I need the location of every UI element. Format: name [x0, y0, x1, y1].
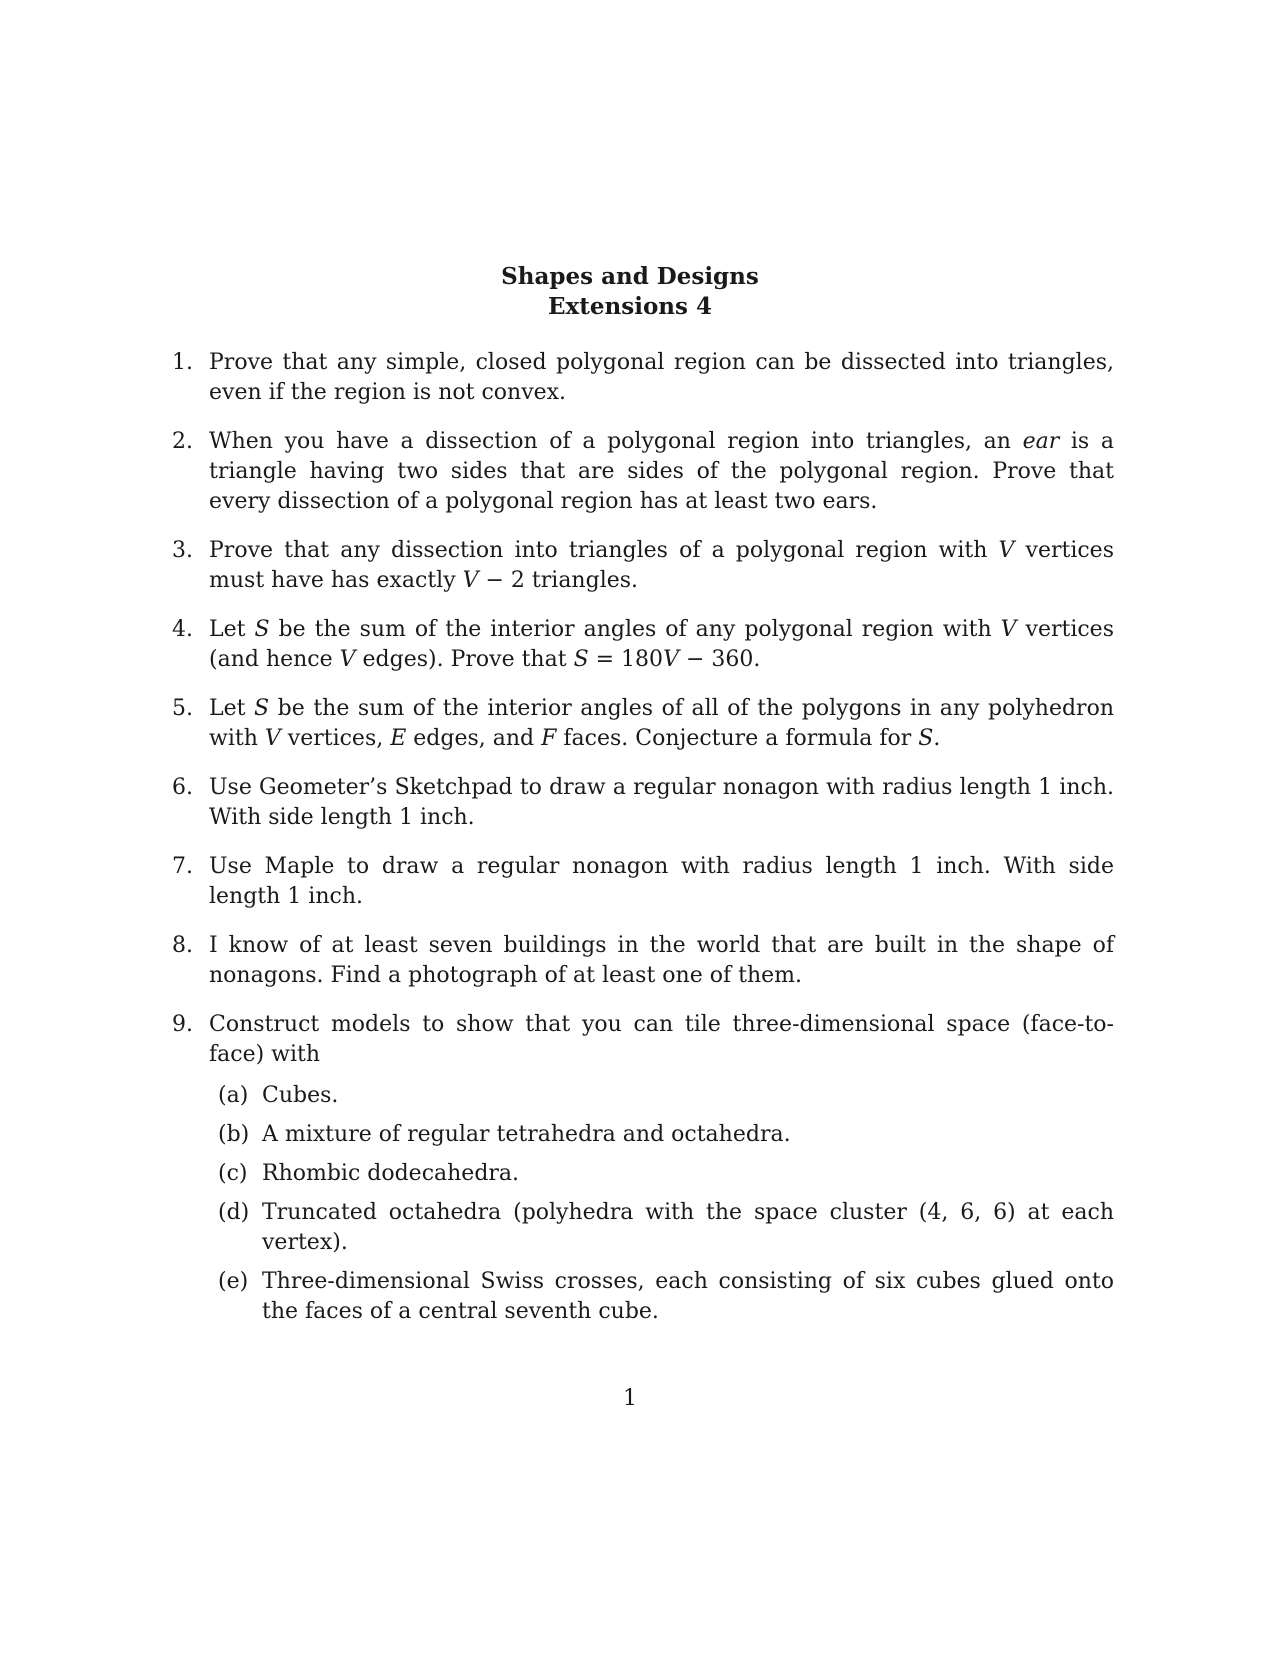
emphasized-term: ear: [1022, 429, 1060, 454]
problem-text-part: Let: [209, 696, 255, 721]
math-variable: S: [254, 617, 270, 642]
problem-text-part: .: [933, 726, 941, 751]
problem-text: Use Maple to draw a regular nonagon with radius length 1 inch. With side length 1 inch.: [209, 854, 1114, 909]
problem-text: Construct models to show that you can tile three-dimensional space (face-to-face) with: [209, 1012, 1114, 1067]
subitem-label: (c): [218, 1161, 248, 1186]
problem-text: I know of at least seven buildings in the world that are built in the shape of nonagons. Find a photograph of at least one of them.: [209, 933, 1114, 988]
page-number: 1: [623, 1386, 637, 1411]
problem-4: [172, 615, 1114, 675]
subitem-e: [209, 1267, 1114, 1327]
problem-text-part: Let: [209, 617, 255, 642]
subitem-label: (a): [218, 1083, 249, 1108]
math-variable: V: [339, 647, 356, 672]
subitem-text: Rhombic dodecahedra.: [262, 1161, 520, 1186]
problem-text-part: − 360.: [678, 647, 761, 672]
problem-number: 9.: [172, 1012, 193, 1037]
subitem-text: Three-dimensional Swiss crosses, each consisting of six cubes glued onto the faces of a central seventh cube.: [262, 1269, 1114, 1324]
problem-1: [172, 348, 1114, 408]
math-variable: S: [254, 696, 270, 721]
problem-text-part: = 180: [588, 647, 664, 672]
problem-text: Prove that any simple, closed polygonal region can be dissected into triangles, even if the region is not convex.: [209, 350, 1114, 405]
math-variable: S: [573, 647, 589, 672]
problem-text-part: vertices must have has exactly: [209, 538, 1114, 593]
math-variable: S: [918, 726, 934, 751]
subitem-a: [209, 1081, 1114, 1111]
problem-text-part: be the sum of the interior angles of any polygonal region with: [269, 617, 1001, 642]
math-variable: F: [541, 726, 557, 751]
problem-7: [172, 852, 1114, 912]
problem-number: 7.: [172, 854, 193, 879]
subitem-b: [209, 1120, 1114, 1150]
problem-text-part: When you have a dissection of a polygonal region into triangles, an: [209, 429, 1023, 454]
problem-number: 2.: [172, 429, 193, 454]
subitem-label: (b): [218, 1122, 250, 1147]
problem-text: Use Geometer’s Sketchpad to draw a regular nonagon with radius length 1 inch. With side length 1 inch.: [209, 775, 1114, 830]
problem-text-part: be the sum of the interior angles of all of the polygons in any polyhedron with: [209, 696, 1114, 751]
subitem-text: Cubes.: [262, 1083, 339, 1108]
problem-text-part: edges). Prove that: [355, 647, 574, 672]
subitem-d: [209, 1198, 1114, 1258]
subitem-label: (e): [218, 1269, 249, 1294]
problem-number: 1.: [172, 350, 193, 375]
document-subtitle: Extensions 4: [548, 293, 712, 320]
math-variable: V: [264, 726, 281, 751]
title-block: [0, 262, 1260, 322]
problem-3: [172, 536, 1114, 596]
math-variable: E: [390, 726, 407, 751]
math-variable: V: [1000, 617, 1017, 642]
problem-text-part: − 2 triangles.: [478, 568, 639, 593]
subitem-text: A mixture of regular tetrahedra and octahedra.: [262, 1122, 791, 1147]
subitem-list: [209, 1081, 1114, 1327]
problem-2: [172, 427, 1114, 517]
problem-text-part: edges, and: [406, 726, 542, 751]
problem-text-part: faces. Conjecture a formula for: [556, 726, 919, 751]
problem-text-part: is a triangle having two sides that are sides of the polygonal region. Prove that every dissection of a polygonal region has at least two ears.: [209, 429, 1114, 514]
subitem-text: Truncated octahedra (polyhedra with the space cluster (4, 6, 6) at each vertex).: [262, 1200, 1114, 1255]
problem-5: [172, 694, 1114, 754]
problem-number: 6.: [172, 775, 193, 800]
problem-text-part: vertices (and hence: [209, 617, 1114, 672]
document-title: Shapes and Designs: [501, 263, 759, 290]
math-variable: V: [462, 568, 479, 593]
problem-8: [172, 931, 1114, 991]
problem-number: 8.: [172, 933, 193, 958]
math-variable: V: [663, 647, 679, 672]
problem-6: [172, 773, 1114, 833]
problem-number: 4.: [172, 617, 193, 642]
problem-text-part: vertices,: [280, 726, 391, 751]
problem-9: [172, 1010, 1114, 1327]
problem-text-part: Prove that any dissection into triangles of a polygonal region with: [209, 538, 999, 563]
problem-number: 3.: [172, 538, 193, 563]
math-variable: V: [998, 538, 1015, 563]
subitem-c: [209, 1159, 1114, 1189]
problem-number: 5.: [172, 696, 193, 721]
subitem-label: (d): [218, 1200, 250, 1225]
problem-list: [172, 348, 1114, 1346]
